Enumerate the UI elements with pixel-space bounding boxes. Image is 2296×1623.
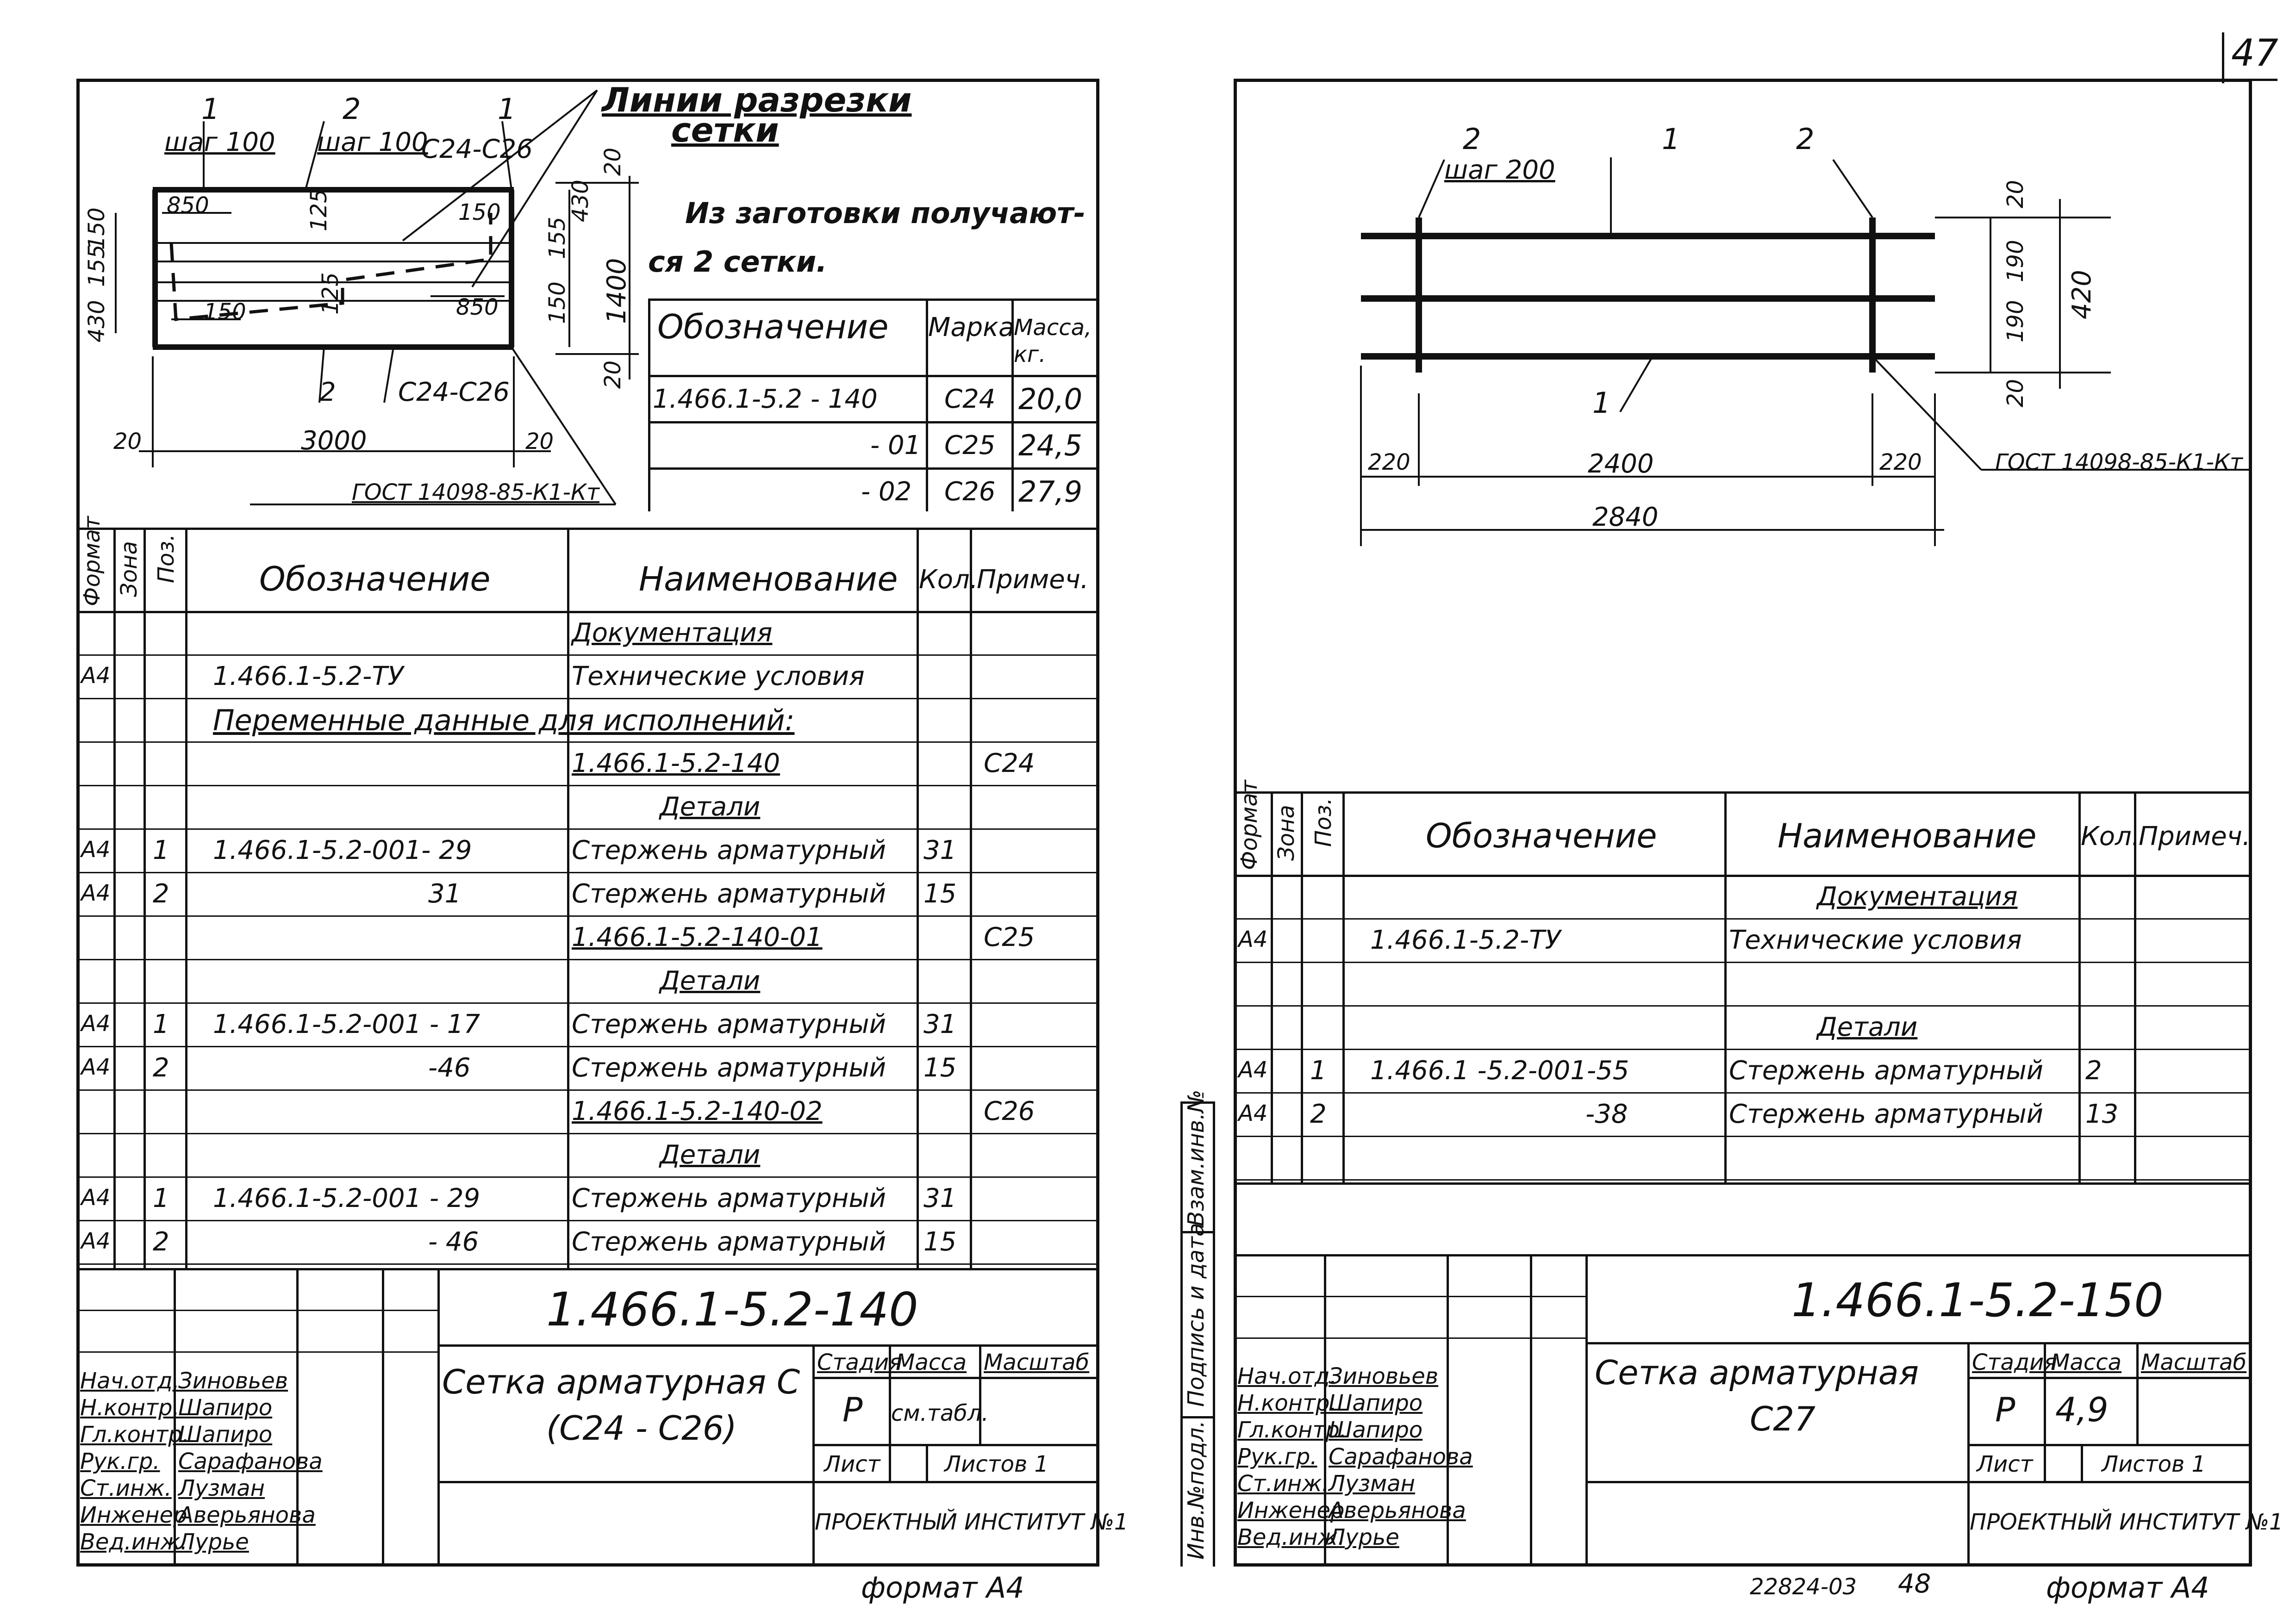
spec-cell-format: А4	[81, 1011, 111, 1037]
spec-header-note: Примеч.	[2139, 821, 2251, 852]
spec-cell-pos: 2	[153, 1053, 169, 1083]
spec-row-line	[76, 828, 1099, 830]
spec-row-line	[76, 1089, 1099, 1091]
spec-row-line	[1234, 1049, 2252, 1050]
spec-cell-qty: 31	[923, 835, 957, 865]
stage-header: Стадия	[817, 1349, 903, 1375]
marks-header-designation: Обозначение	[657, 307, 889, 346]
scale-header: Масштаб	[2141, 1349, 2247, 1375]
spec-header-name: Наименование	[639, 560, 898, 598]
spec-cell-name: 1.466.1-5.2-140-02	[572, 1096, 823, 1126]
gost-label: ГОСТ 14098-85-К1-Кт	[352, 479, 600, 505]
dim-label: 1400	[602, 258, 632, 324]
person-role: Рук.гр.	[1237, 1444, 1317, 1470]
left-pos-label: 2	[343, 92, 361, 126]
spec-cell-name: Стержень арматурный	[572, 1009, 886, 1039]
spec-cell-designation: 31	[428, 879, 462, 909]
right-drawing-code: 1.466.1-5.2-150	[1791, 1273, 2164, 1327]
spec-cell-note: С26	[984, 1096, 1035, 1126]
person-name: Зиновьев	[178, 1368, 288, 1394]
spec-cell-name: Детали	[1817, 1012, 1918, 1042]
mass-value: 4,9	[2055, 1390, 2109, 1429]
dim-label: 430	[568, 180, 593, 222]
right-drawing-name-1: Сетка арматурная	[1595, 1353, 1919, 1392]
left-drawing-name-1: Сетка арматурная С	[442, 1362, 800, 1401]
person-role: Рук.гр.	[80, 1449, 160, 1474]
right-format-label: формат А4	[2046, 1571, 2209, 1604]
sheet-header: Лист	[824, 1451, 880, 1477]
spec-cell-name: Технические условия	[572, 661, 865, 691]
spec-cell-designation: -38	[1585, 1099, 1628, 1129]
dim-label: 150	[458, 199, 501, 225]
spec-row-line	[76, 872, 1099, 873]
dim-label: 430	[84, 300, 110, 342]
spec-cell-name: Детали	[660, 966, 761, 996]
person-name: Сарафанова	[1329, 1444, 1473, 1470]
right-pos-label: 2	[1463, 122, 1481, 156]
spec-cell-name: Детали	[660, 792, 761, 822]
dim-label: 20	[600, 147, 626, 176]
spec-cell-qty: 31	[923, 1183, 957, 1213]
spec-row-line	[76, 959, 1099, 960]
spec-cell-designation: 1.466.1 -5.2-001-55	[1370, 1056, 1629, 1086]
spec-cell-name: 1.466.1-5.2-140-01	[572, 922, 823, 952]
spec-cell-designation: - 46	[428, 1227, 479, 1257]
person-role: Инженер	[1237, 1498, 1345, 1524]
dim-label: 2840	[1592, 502, 1659, 532]
spec-cell-pos: 1	[153, 1009, 169, 1039]
person-role: Вед.инж.	[1237, 1524, 1345, 1550]
stage-header: Стадия	[1972, 1349, 2058, 1375]
spec-cell-designation: 1.466.1-5.2-001- 29	[213, 835, 472, 865]
spec-cell-format: А4	[81, 880, 111, 906]
dim-label: 125	[318, 272, 343, 315]
spec-cell-format: А4	[81, 663, 111, 689]
person-role: Н.контр.	[80, 1395, 180, 1421]
org-name: ПРОЕКТНЫЙ ИНСТИТУТ №1	[1970, 1509, 2284, 1535]
spec-cell-name: Стержень арматурный	[572, 879, 886, 909]
spec-header-qty: Кол.	[2081, 821, 2140, 852]
spec-header-designation: Обозначение	[1426, 816, 1657, 855]
spec-cell-pos: 2	[1310, 1099, 1327, 1129]
spec-row-line	[76, 1263, 1099, 1265]
person-name: Шапиро	[178, 1422, 273, 1448]
spec-cell-name: 1.466.1-5.2-140	[572, 748, 780, 778]
person-name: Лурье	[1329, 1524, 1399, 1550]
page-number: 47	[2231, 31, 2278, 75]
spec-row-line	[76, 1002, 1099, 1004]
dim-label: 150	[204, 299, 246, 325]
dim-label: 3000	[301, 426, 367, 456]
spec-cell-name: Стержень арматурный	[1729, 1056, 2043, 1086]
marks-cell: С25	[944, 430, 996, 460]
spec-row-line	[1234, 1005, 2252, 1007]
mass-header: Масса	[896, 1349, 967, 1375]
dim-label: 220	[1879, 449, 1922, 475]
marks-cell: С24	[944, 384, 996, 414]
spec-row-line	[76, 1133, 1099, 1134]
marks-header-mass: Масса, кг.	[1014, 315, 1092, 367]
person-role: Ст.инж.	[1237, 1471, 1329, 1497]
spec-row-line	[1234, 1136, 2252, 1137]
spec-cell-name: Документация	[1817, 882, 2018, 912]
dim-label: 190	[2003, 300, 2028, 342]
spec-cell-name: Стержень арматурный	[572, 1183, 886, 1213]
org-name: ПРОЕКТНЫЙ ИНСТИТУТ №1	[815, 1509, 1129, 1535]
spec-header-pos: Поз.	[1310, 797, 1336, 847]
note-line: Из заготовки получают-	[685, 196, 1086, 230]
sheets-header: Листов 1	[2102, 1451, 2206, 1477]
stage-value: Р	[1995, 1390, 2015, 1429]
marks-cell: 1.466.1-5.2 - 140	[653, 384, 878, 414]
person-name: Шапиро	[1329, 1417, 1423, 1443]
mass-header: Масса	[2051, 1349, 2122, 1375]
dim-label: 190	[2003, 240, 2028, 282]
right-pos-label: 1	[1662, 122, 1680, 156]
mass-value: см.табл.	[891, 1400, 989, 1426]
sheet-header: Лист	[1977, 1451, 2033, 1477]
page-number-divider	[2222, 32, 2224, 83]
spec-cell-name: Стержень арматурный	[572, 1227, 886, 1257]
spec-cell-qty: 2	[2085, 1056, 2102, 1086]
spec-cell-qty: 15	[923, 879, 957, 909]
left-drawing-code: 1.466.1-5.2-140	[546, 1282, 918, 1337]
spec-cell-name: Документация	[572, 618, 773, 648]
spec-row-line	[1234, 1179, 2252, 1181]
spec-cell-name: Детали	[660, 1140, 761, 1170]
stage-value: Р	[842, 1390, 863, 1429]
marks-cell: 20,0	[1018, 382, 1083, 416]
spec-header-pos: Поз.	[153, 534, 179, 583]
stamp-inv-orig: Инв.№подл.	[1183, 1420, 1209, 1560]
spec-cell-format: А4	[81, 1054, 111, 1080]
spec-cell-pos: 1	[153, 835, 169, 865]
spec-cell-name: Стержень арматурный	[1729, 1099, 2043, 1129]
spec-cell-pos: 2	[153, 1227, 169, 1257]
spec-cell-note: С24	[984, 748, 1035, 778]
dim-label: 20	[525, 429, 554, 454]
spec-cell-qty: 15	[923, 1227, 957, 1257]
spec-cell-designation: 1.466.1-5.2-ТУ	[213, 661, 404, 691]
spec-cell-designation: 1.466.1-5.2-001 - 17	[213, 1009, 480, 1039]
left-format-label: формат А4	[861, 1571, 1024, 1604]
dim-label: 150	[84, 207, 110, 250]
sheets-header: Листов 1	[944, 1451, 1049, 1477]
gost-label: ГОСТ 14098-85-К1-Кт	[1995, 449, 2243, 475]
scale-header: Масштаб	[984, 1349, 1090, 1375]
spec-header-qty: Кол.	[919, 565, 978, 595]
spec-cell-designation: 1.466.1-5.2-001 - 29	[213, 1183, 480, 1213]
cut-lines-title-2: сетки	[671, 111, 779, 149]
spec-header-note: Примеч.	[977, 565, 1089, 595]
spec-row-line	[76, 1176, 1099, 1178]
person-name: Зиновьев	[1329, 1363, 1439, 1389]
person-role: Вед.инж.	[80, 1529, 187, 1555]
dim-label: 155	[544, 217, 570, 259]
spec-cell-pos: 1	[153, 1183, 169, 1213]
dim-label: 20	[113, 429, 142, 454]
spec-cell-format: А4	[81, 1228, 111, 1254]
spec-header-format: Формат	[1236, 780, 1262, 870]
spec-cell-format: А4	[1238, 1101, 1268, 1126]
person-role: Инженер	[80, 1502, 187, 1528]
spec-row-line	[76, 915, 1099, 917]
person-name: Аверьянова	[1329, 1498, 1466, 1524]
spec-cell-qty: 31	[923, 1009, 957, 1039]
marks-cell: 24,5	[1018, 429, 1083, 462]
spec-header-designation: Обозначение	[259, 560, 491, 598]
spec-header-name: Наименование	[1778, 816, 2037, 855]
mark-label: С24-С26	[421, 134, 533, 164]
spec-header-zone: Зона	[1273, 805, 1299, 861]
person-role: Гл.контр.	[1237, 1417, 1347, 1443]
dim-label: 125	[306, 189, 332, 231]
person-name: Шапиро	[178, 1395, 273, 1421]
person-name: Шапиро	[1329, 1390, 1423, 1416]
spec-cell-qty: 15	[923, 1053, 957, 1083]
note-line: ся 2 сетки.	[648, 245, 827, 279]
marks-header-mark: Марка	[928, 312, 1015, 342]
step-label: шаг 100	[164, 127, 275, 157]
person-role: Нач.отд.	[80, 1368, 180, 1394]
marks-cell: 27,9	[1018, 475, 1083, 509]
spec-row-span: Переменные данные для исполнений:	[213, 703, 795, 737]
left-pos-label: 1	[498, 92, 516, 126]
inventory-number: 22824-03	[1750, 1574, 1857, 1600]
marks-cell: С26	[944, 477, 996, 507]
dim-label: 2400	[1588, 449, 1654, 479]
spec-cell-qty: 13	[2085, 1099, 2119, 1129]
dim-label: 20	[2003, 180, 2028, 208]
stamp-sign-date: Подпись и дата	[1183, 1223, 1209, 1407]
spec-cell-name: Стержень арматурный	[572, 835, 886, 865]
spec-cell-designation: -46	[428, 1053, 471, 1083]
left-pos-label: 1	[201, 92, 220, 126]
spec-header-format: Формат	[79, 516, 105, 606]
person-name: Лурье	[178, 1529, 249, 1555]
person-role: Н.контр.	[1237, 1390, 1337, 1416]
dim-label: 220	[1368, 449, 1410, 475]
dim-label: 20	[2003, 379, 2028, 407]
spec-row-line	[76, 785, 1099, 786]
step-label: шаг 100	[317, 127, 428, 157]
spec-cell-name: Технические условия	[1729, 925, 2022, 955]
dim-label: 420	[2067, 270, 2097, 319]
dim-label: 850	[167, 193, 209, 218]
spec-cell-designation: 1.466.1-5.2-ТУ	[1370, 925, 1561, 955]
spec-row-line	[76, 654, 1099, 656]
marks-cell: - 01	[870, 430, 921, 460]
person-name: Лузман	[1329, 1471, 1416, 1497]
pos-label: 2	[319, 377, 336, 407]
spec-cell-format: А4	[81, 1185, 111, 1211]
spec-cell-note: С25	[984, 922, 1035, 952]
sheet-index: 48	[1898, 1569, 1931, 1599]
spec-cell-pos: 2	[153, 879, 169, 909]
dim-label: 850	[456, 294, 499, 320]
spec-row-line	[1234, 1092, 2252, 1094]
spec-cell-format: А4	[1238, 927, 1268, 952]
left-drawing-name-2: (С24 - С26)	[546, 1409, 737, 1448]
marks-cell: - 02	[861, 477, 912, 507]
person-name: Лузман	[178, 1475, 265, 1501]
dim-label: 150	[544, 281, 570, 324]
spec-cell-name: Стержень арматурный	[572, 1053, 886, 1083]
spec-cell-format: А4	[81, 837, 111, 863]
spec-cell-pos: 1	[1310, 1056, 1327, 1086]
person-role: Ст.инж.	[80, 1475, 172, 1501]
spec-row-line	[76, 1220, 1099, 1221]
right-pos-label: 2	[1796, 122, 1815, 156]
right-drawing-name-2: С27	[1750, 1399, 1816, 1438]
dim-label: 155	[84, 244, 110, 287]
person-role: Нач.отд.	[1237, 1363, 1337, 1389]
spec-cell-format: А4	[1238, 1057, 1268, 1083]
right-step-label: шаг 200	[1444, 155, 1555, 185]
spec-row-line	[76, 1046, 1099, 1047]
person-name: Аверьянова	[178, 1502, 316, 1528]
dim-label: 20	[600, 360, 626, 389]
stamp-vzam-inv: Взам.инв.№	[1183, 1089, 1209, 1226]
right-pos-label: 1	[1592, 386, 1611, 420]
person-role: Гл.контр.	[80, 1422, 190, 1448]
spec-row-line	[76, 698, 1099, 699]
spec-row-line	[76, 741, 1099, 743]
spec-row-line	[1234, 962, 2252, 963]
spec-header-zone: Зона	[116, 541, 142, 597]
mark-label: С24-С26	[398, 377, 510, 407]
spec-row-line	[1234, 918, 2252, 920]
cut-lines-title: Линии разрезки	[602, 81, 912, 119]
person-name: Сарафанова	[178, 1449, 323, 1474]
